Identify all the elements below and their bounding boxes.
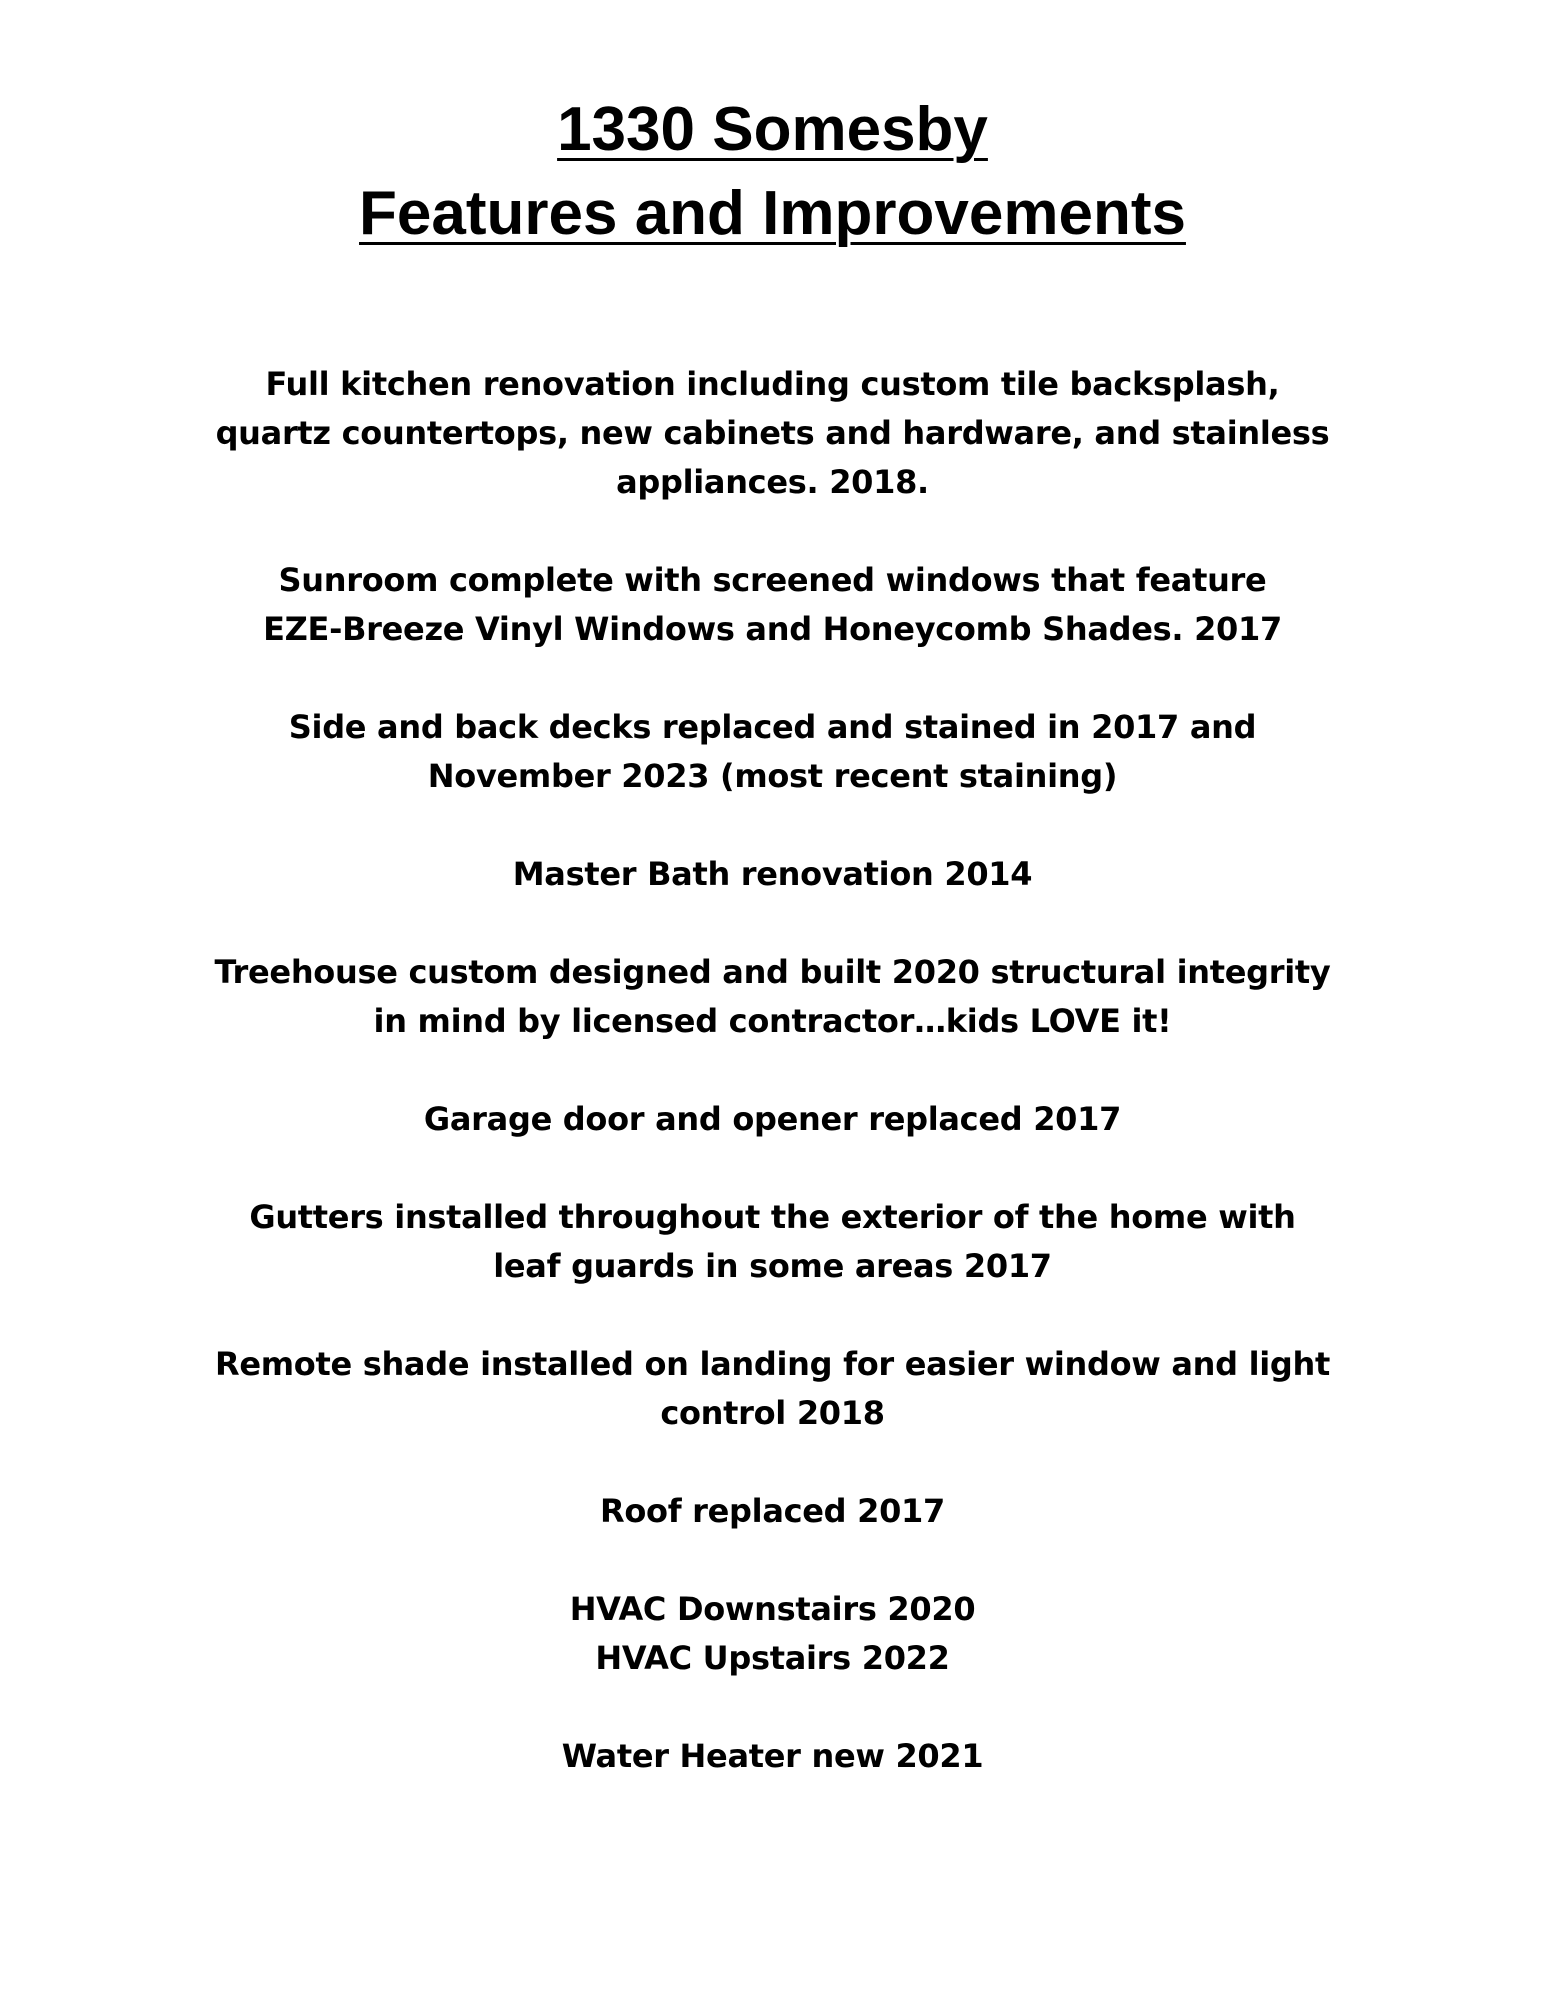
improvements-list (150, 360, 1395, 1830)
item-line: Garage door and opener replaced 2017 (423, 1100, 1122, 1138)
improvement-item-kitchen (150, 360, 1395, 507)
improvement-item-hvac (150, 1585, 1395, 1683)
item-line: Sunroom complete with screened windows that feature (278, 561, 1267, 599)
item-line: Master Bath renovation 2014 (512, 855, 1033, 893)
document-title-heading: Features and Improvements (359, 179, 1186, 248)
item-line: Roof replaced 2017 (599, 1492, 945, 1530)
improvement-item-treehouse (150, 948, 1395, 1046)
item-line: EZE-Breeze Vinyl Windows and Honeycomb Shades. 2017 (263, 610, 1282, 648)
improvement-item-garage (150, 1095, 1395, 1144)
improvement-item-sunroom (150, 556, 1395, 654)
item-line: HVAC Downstairs 2020 (569, 1590, 976, 1628)
item-line: appliances. 2018. (616, 463, 929, 501)
item-line: quartz countertops, new cabinets and hardware, and stainless (215, 414, 1330, 452)
item-line: November 2023 (most recent staining) (427, 757, 1118, 795)
item-line: Remote shade installed on landing for easier window and light (214, 1345, 1331, 1383)
item-line: in mind by licensed contractor…kids LOVE it! (373, 1002, 1172, 1040)
item-line: Gutters installed throughout the exterior of the home with (249, 1198, 1296, 1236)
item-line: Side and back decks replaced and stained in 2017 and (288, 708, 1257, 746)
item-line: control 2018 (660, 1394, 885, 1432)
document-title-address: 1330 Somesby (557, 95, 988, 164)
improvement-item-remote-shade (150, 1340, 1395, 1438)
improvement-item-gutters (150, 1193, 1395, 1291)
improvement-item-water-heater (150, 1732, 1395, 1781)
item-line: Water Heater new 2021 (561, 1737, 984, 1775)
item-line: leaf guards in some areas 2017 (493, 1247, 1052, 1285)
item-line: Full kitchen renovation including custom tile backsplash, (265, 365, 1280, 403)
item-line: Treehouse custom designed and built 2020 structural integrity (214, 953, 1331, 991)
improvement-item-master-bath (150, 850, 1395, 899)
improvement-item-roof (150, 1487, 1395, 1536)
item-line: HVAC Upstairs 2022 (595, 1639, 950, 1677)
improvement-item-decks (150, 703, 1395, 801)
